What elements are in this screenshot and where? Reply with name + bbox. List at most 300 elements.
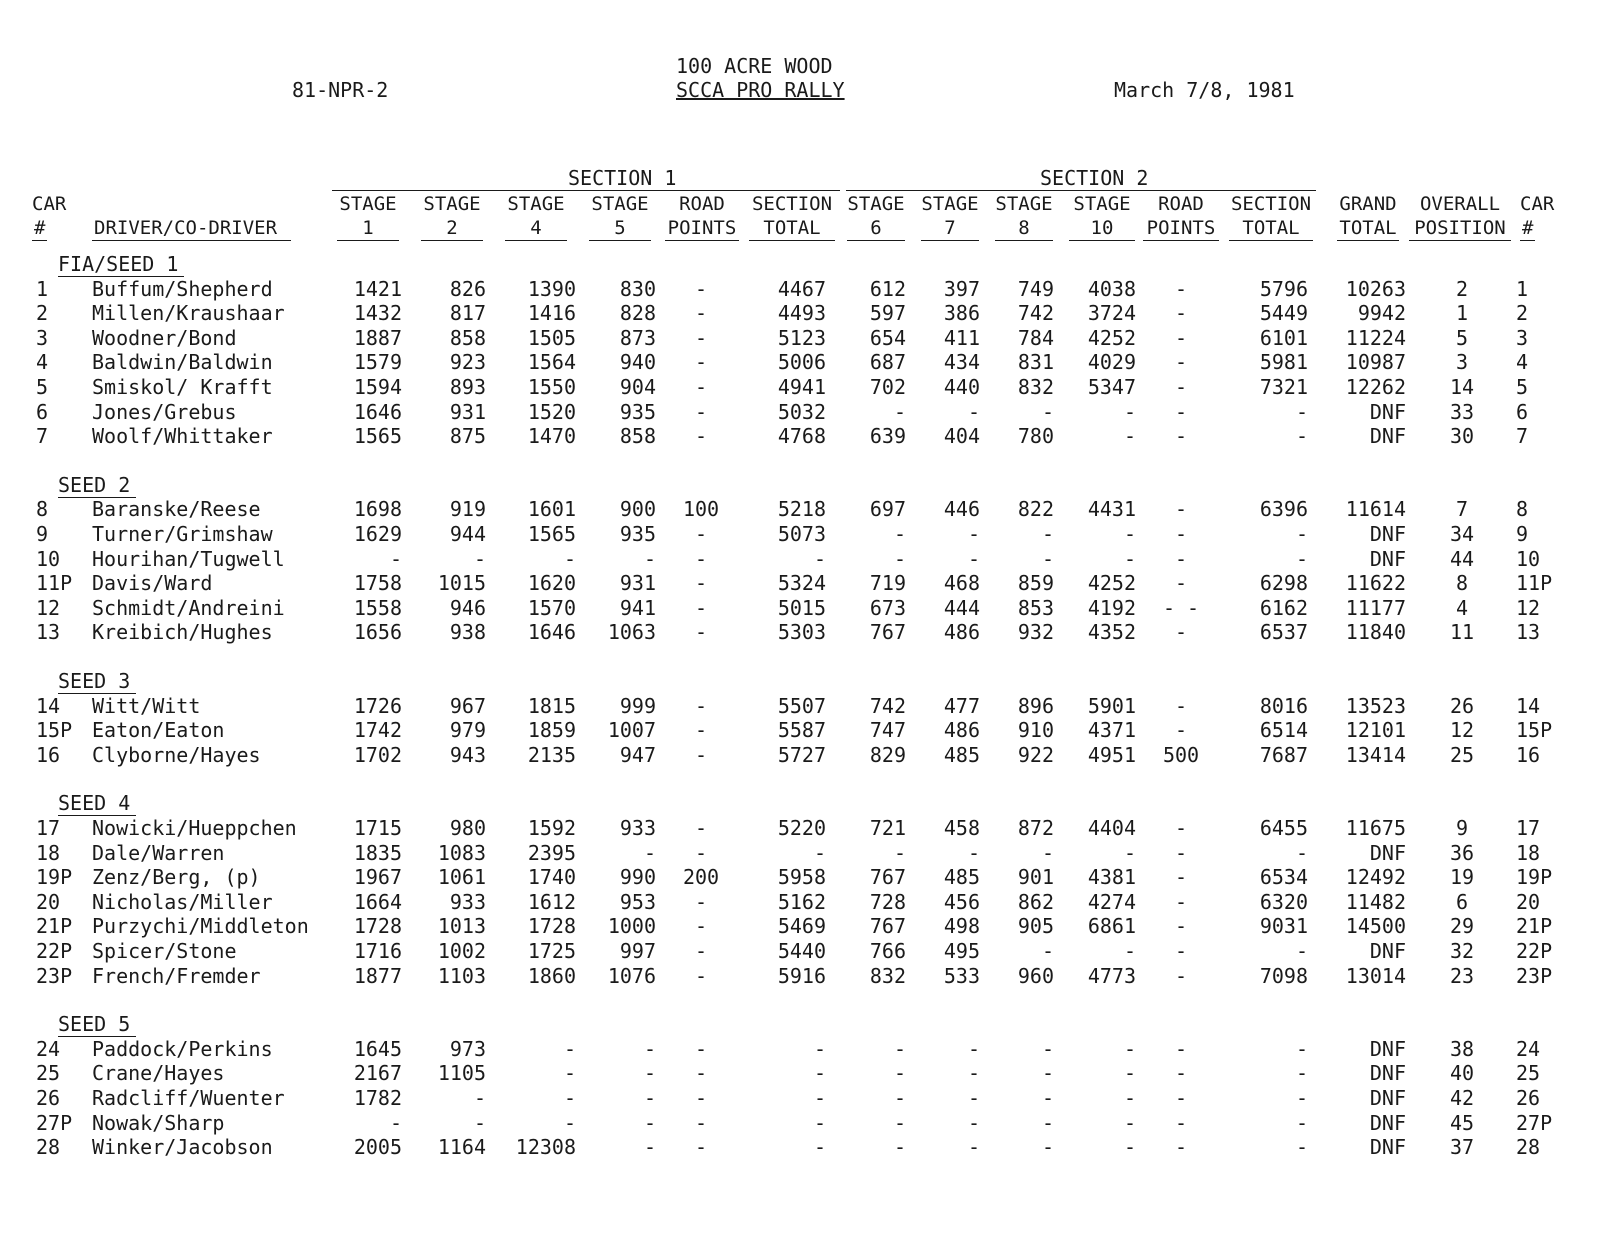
score-cell: 6162 bbox=[1259, 595, 1308, 620]
score-cell: 14 bbox=[1449, 375, 1475, 399]
score-cell: 923 bbox=[449, 350, 486, 375]
score-cell: - bbox=[694, 325, 708, 350]
score-cell: - bbox=[1174, 546, 1188, 571]
score-cell: - bbox=[1123, 424, 1136, 449]
score-cell: 7 bbox=[1455, 497, 1469, 522]
score-cell: - bbox=[1123, 1086, 1136, 1110]
score-cell: - bbox=[694, 889, 708, 914]
column-header bbox=[1228, 192, 1314, 241]
score-cell: 979 bbox=[449, 718, 486, 743]
column-header-line2: 10 bbox=[1069, 216, 1135, 241]
score-cell: 5220 bbox=[777, 816, 826, 840]
score-cell: 9031 bbox=[1259, 914, 1308, 939]
car-number: 27P bbox=[1516, 1110, 1553, 1135]
column-header bbox=[1520, 192, 1568, 241]
driver-name: Winker/Jacobson bbox=[92, 1135, 273, 1160]
section-2-rule bbox=[846, 190, 1316, 191]
score-cell: 9942 bbox=[1357, 301, 1406, 326]
score-cell: 1612 bbox=[527, 889, 576, 914]
score-cell: 1390 bbox=[527, 276, 576, 301]
score-cell: - bbox=[694, 963, 708, 988]
seed-group-label bbox=[58, 1012, 136, 1036]
score-cell: 1013 bbox=[437, 914, 486, 939]
score-cell: 1416 bbox=[527, 301, 576, 326]
score-cell: 697 bbox=[869, 497, 906, 522]
score-cell: 2167 bbox=[353, 1061, 402, 1086]
score-cell: 30 bbox=[1449, 424, 1475, 449]
score-cell: 11224 bbox=[1345, 325, 1406, 350]
car-number: 5 bbox=[36, 375, 49, 399]
score-cell: 10987 bbox=[1345, 350, 1406, 375]
score-cell: - bbox=[1174, 889, 1188, 914]
score-cell: 11622 bbox=[1345, 571, 1406, 596]
column-header bbox=[32, 192, 76, 241]
car-number: 13 bbox=[36, 620, 61, 645]
score-cell: 6514 bbox=[1259, 718, 1308, 743]
score-cell: 5507 bbox=[777, 693, 826, 718]
score-cell: 826 bbox=[449, 276, 486, 301]
score-cell: 1558 bbox=[353, 595, 402, 620]
score-cell: - bbox=[1295, 522, 1308, 546]
car-number: 2 bbox=[1516, 301, 1529, 326]
driver-name: Buffum/Shepherd bbox=[92, 276, 273, 301]
score-cell: 485 bbox=[943, 865, 980, 890]
driver-name: Witt/Witt bbox=[92, 693, 201, 718]
score-cell: 766 bbox=[869, 939, 906, 963]
score-cell: - bbox=[1174, 1110, 1188, 1135]
event-title-line2: SCCA PRO RALLY bbox=[676, 78, 845, 102]
score-cell: - bbox=[1174, 1061, 1188, 1086]
score-cell: 1698 bbox=[353, 497, 402, 522]
seed-group-label-text: SEED 2 bbox=[58, 473, 136, 498]
score-cell: 34 bbox=[1449, 522, 1475, 546]
score-cell: - bbox=[473, 1086, 486, 1110]
score-cell: - bbox=[643, 1086, 656, 1110]
score-cell: - bbox=[1295, 424, 1308, 449]
score-cell: 1002 bbox=[437, 939, 486, 963]
score-cell: - bbox=[1041, 1036, 1054, 1061]
column-header bbox=[748, 192, 836, 241]
score-cell: 7687 bbox=[1259, 742, 1308, 767]
seed-group-label-text: SEED 3 bbox=[58, 669, 136, 694]
score-cell: 832 bbox=[869, 963, 906, 988]
score-cell: 893 bbox=[449, 375, 486, 399]
score-cell: 853 bbox=[1017, 595, 1054, 620]
score-cell: - bbox=[967, 546, 980, 571]
score-cell: 1432 bbox=[353, 301, 402, 326]
score-cell: 947 bbox=[619, 742, 656, 767]
score-cell: 485 bbox=[943, 742, 980, 767]
seed-group-label bbox=[58, 791, 136, 815]
seed-group-label bbox=[58, 252, 184, 276]
score-cell: - bbox=[967, 1110, 980, 1135]
score-cell: - bbox=[694, 1110, 708, 1135]
column-header-line1: SECTION bbox=[751, 193, 833, 215]
car-number: 2 bbox=[36, 301, 49, 326]
column-header-line2: POINTS bbox=[1143, 216, 1219, 241]
score-cell: 702 bbox=[869, 375, 906, 399]
score-cell: 4941 bbox=[777, 375, 826, 399]
score-cell: - bbox=[389, 546, 402, 571]
score-cell: 446 bbox=[943, 497, 980, 522]
driver-name: Woodner/Bond bbox=[92, 325, 237, 350]
score-cell: - bbox=[1295, 1036, 1308, 1061]
score-cell: 922 bbox=[1017, 742, 1054, 767]
score-cell: 5727 bbox=[777, 742, 826, 767]
score-cell: 8 bbox=[1455, 571, 1469, 596]
score-cell: - bbox=[967, 840, 980, 865]
score-cell: - bbox=[813, 1036, 826, 1061]
score-cell: 901 bbox=[1017, 865, 1054, 890]
column-header-line2: TOTAL bbox=[1337, 216, 1399, 241]
score-cell: 742 bbox=[869, 693, 906, 718]
score-cell: - bbox=[813, 1110, 826, 1135]
score-cell: 11614 bbox=[1345, 497, 1406, 522]
score-cell: - bbox=[563, 1086, 576, 1110]
score-cell: 1015 bbox=[437, 571, 486, 596]
car-number: 20 bbox=[36, 889, 61, 914]
score-cell: 2395 bbox=[527, 840, 576, 865]
score-cell: - bbox=[813, 840, 826, 865]
driver-name: Clyborne/Hayes bbox=[92, 742, 261, 767]
driver-name: Davis/Ward bbox=[92, 571, 213, 596]
score-cell: 1725 bbox=[527, 939, 576, 963]
column-header bbox=[1142, 192, 1220, 241]
score-cell: 1859 bbox=[527, 718, 576, 743]
car-number: 19P bbox=[1516, 865, 1553, 890]
score-cell: 1601 bbox=[527, 497, 576, 522]
score-cell: 11675 bbox=[1345, 816, 1406, 840]
score-cell: 4381 bbox=[1087, 865, 1136, 890]
score-cell: 12101 bbox=[1345, 718, 1406, 743]
car-number: 4 bbox=[1516, 350, 1529, 375]
score-cell: 780 bbox=[1017, 424, 1054, 449]
seed-group-label-text: FIA/SEED 1 bbox=[58, 252, 184, 277]
score-cell: 13014 bbox=[1345, 963, 1406, 988]
score-cell: - bbox=[694, 571, 708, 596]
score-cell: - bbox=[1174, 276, 1188, 301]
score-cell: 533 bbox=[943, 963, 980, 988]
score-cell: 905 bbox=[1017, 914, 1054, 939]
score-cell: 100 bbox=[682, 497, 720, 522]
score-cell: 5901 bbox=[1087, 693, 1136, 718]
score-cell: 12308 bbox=[515, 1135, 576, 1160]
score-cell: 38 bbox=[1449, 1036, 1475, 1061]
score-cell: 5123 bbox=[777, 325, 826, 350]
score-cell: 990 bbox=[619, 865, 656, 890]
score-cell: - bbox=[694, 840, 708, 865]
score-cell: 42 bbox=[1449, 1086, 1475, 1110]
score-cell: 4038 bbox=[1087, 276, 1136, 301]
score-cell: - bbox=[1174, 914, 1188, 939]
score-cell: - bbox=[813, 546, 826, 571]
score-cell: - bbox=[967, 399, 980, 424]
score-cell: 742 bbox=[1017, 301, 1054, 326]
score-cell: - bbox=[1174, 301, 1188, 326]
score-cell: 1758 bbox=[353, 571, 402, 596]
score-cell: 44 bbox=[1449, 546, 1475, 571]
score-cell: 832 bbox=[1017, 375, 1054, 399]
score-cell: - bbox=[1041, 1086, 1054, 1110]
car-number: 26 bbox=[36, 1086, 61, 1110]
score-cell: 1505 bbox=[527, 325, 576, 350]
score-cell: - bbox=[1041, 939, 1054, 963]
score-cell: 4404 bbox=[1087, 816, 1136, 840]
score-cell: - bbox=[694, 718, 708, 743]
score-cell: 673 bbox=[869, 595, 906, 620]
driver-name: Nowak/Sharp bbox=[92, 1110, 225, 1135]
score-cell: 5006 bbox=[777, 350, 826, 375]
score-cell: 654 bbox=[869, 325, 906, 350]
score-cell: 5958 bbox=[777, 865, 826, 890]
driver-name: Eaton/Eaton bbox=[92, 718, 225, 743]
score-cell: 721 bbox=[869, 816, 906, 840]
column-header-line1: STAGE bbox=[1073, 193, 1131, 215]
seed-group-label bbox=[58, 669, 136, 693]
column-header-line1: STAGE bbox=[591, 193, 649, 215]
car-number: 25 bbox=[36, 1061, 61, 1086]
car-number: 17 bbox=[1516, 816, 1541, 840]
score-cell: 687 bbox=[869, 350, 906, 375]
score-cell: 1063 bbox=[607, 620, 656, 645]
score-cell: - bbox=[643, 840, 656, 865]
score-cell: - bbox=[1295, 546, 1308, 571]
column-header-line2: DRIVER/CO-DRIVER bbox=[92, 216, 291, 241]
score-cell: 2005 bbox=[353, 1135, 402, 1160]
column-header bbox=[1336, 192, 1400, 241]
score-cell: 4773 bbox=[1087, 963, 1136, 988]
car-number: 7 bbox=[36, 424, 49, 449]
car-number: 10 bbox=[36, 546, 61, 571]
score-cell: 896 bbox=[1017, 693, 1054, 718]
car-number: 7 bbox=[1516, 424, 1529, 449]
score-cell: 477 bbox=[943, 693, 980, 718]
score-cell: 1620 bbox=[527, 571, 576, 596]
score-cell: 4192 bbox=[1087, 595, 1136, 620]
score-cell: 967 bbox=[449, 693, 486, 718]
score-cell: - bbox=[967, 1036, 980, 1061]
score-cell: - bbox=[389, 1110, 402, 1135]
score-cell: - bbox=[563, 1110, 576, 1135]
score-cell: 1061 bbox=[437, 865, 486, 890]
car-number: 11P bbox=[36, 571, 73, 596]
score-cell: - bbox=[1041, 840, 1054, 865]
car-number: 25 bbox=[1516, 1061, 1541, 1086]
driver-name: Millen/Kraushaar bbox=[92, 301, 285, 326]
score-cell: - bbox=[694, 1061, 708, 1086]
score-cell: 1 bbox=[1455, 301, 1469, 326]
car-number: 3 bbox=[36, 325, 49, 350]
score-cell: 1421 bbox=[353, 276, 402, 301]
score-cell: 1967 bbox=[353, 865, 402, 890]
score-cell: 862 bbox=[1017, 889, 1054, 914]
score-cell: - bbox=[694, 301, 708, 326]
column-header bbox=[588, 192, 652, 241]
score-cell: 6455 bbox=[1259, 816, 1308, 840]
score-cell: 6396 bbox=[1259, 497, 1308, 522]
score-cell: - bbox=[893, 1061, 906, 1086]
score-cell: - bbox=[1174, 522, 1188, 546]
score-cell: - bbox=[694, 742, 708, 767]
car-number: 11P bbox=[1516, 571, 1553, 596]
score-cell: 997 bbox=[619, 939, 656, 963]
score-cell: - bbox=[1174, 816, 1188, 840]
score-cell: 11482 bbox=[1345, 889, 1406, 914]
score-cell: - bbox=[1041, 1135, 1054, 1160]
score-cell: - bbox=[1295, 1135, 1308, 1160]
score-cell: - bbox=[1123, 939, 1136, 963]
car-number: 14 bbox=[36, 693, 61, 718]
score-cell: 940 bbox=[619, 350, 656, 375]
score-cell: 767 bbox=[869, 620, 906, 645]
score-cell: 1103 bbox=[437, 963, 486, 988]
car-number: 8 bbox=[36, 497, 49, 522]
score-cell: 40 bbox=[1449, 1061, 1475, 1086]
driver-name: Schmidt/Andreini bbox=[92, 595, 285, 620]
score-cell: 23 bbox=[1449, 963, 1475, 988]
driver-name: Zenz/Berg, (p) bbox=[92, 865, 261, 890]
score-cell: 1470 bbox=[527, 424, 576, 449]
score-cell: - bbox=[1174, 325, 1188, 350]
column-header-line1: ROAD bbox=[679, 193, 725, 215]
score-cell: - bbox=[1174, 1086, 1188, 1110]
score-cell: - bbox=[967, 522, 980, 546]
score-cell: 6861 bbox=[1087, 914, 1136, 939]
score-cell: 4252 bbox=[1087, 571, 1136, 596]
car-number: 21P bbox=[36, 914, 73, 939]
driver-name: Smiskol/ Krafft bbox=[92, 375, 273, 399]
score-cell: 498 bbox=[943, 914, 980, 939]
driver-name: Baldwin/Baldwin bbox=[92, 350, 273, 375]
document-id: 81-NPR-2 bbox=[292, 78, 389, 102]
score-cell: - bbox=[1174, 1135, 1188, 1160]
driver-name: Woolf/Whittaker bbox=[92, 424, 273, 449]
score-cell: 973 bbox=[449, 1036, 486, 1061]
score-cell: 4467 bbox=[777, 276, 826, 301]
event-date: March 7/8, 1981 bbox=[1114, 78, 1295, 102]
score-cell: - bbox=[694, 424, 708, 449]
score-cell: 440 bbox=[943, 375, 980, 399]
score-cell: - bbox=[1123, 1135, 1136, 1160]
score-cell: - bbox=[1123, 522, 1136, 546]
score-cell: 11 bbox=[1449, 620, 1475, 645]
driver-name: Paddock/Perkins bbox=[92, 1036, 273, 1061]
score-cell: 1629 bbox=[353, 522, 402, 546]
score-cell: 1646 bbox=[353, 399, 402, 424]
score-cell: 1164 bbox=[437, 1135, 486, 1160]
car-number: 17 bbox=[36, 816, 61, 840]
score-cell: - bbox=[694, 620, 708, 645]
score-cell: 5073 bbox=[777, 522, 826, 546]
column-header-line2: POSITION bbox=[1409, 216, 1511, 241]
score-cell: 1570 bbox=[527, 595, 576, 620]
score-cell: DNF bbox=[1369, 1061, 1406, 1086]
score-cell: - bbox=[643, 1110, 656, 1135]
car-number: 21P bbox=[1516, 914, 1553, 939]
column-header-line2: 2 bbox=[421, 216, 483, 241]
score-cell: 931 bbox=[449, 399, 486, 424]
score-cell: 6298 bbox=[1259, 571, 1308, 596]
score-cell: - bbox=[893, 399, 906, 424]
score-cell: 749 bbox=[1017, 276, 1054, 301]
score-cell: 486 bbox=[943, 718, 980, 743]
score-cell: 486 bbox=[943, 620, 980, 645]
score-cell: 19 bbox=[1449, 865, 1475, 890]
car-number: 27P bbox=[36, 1110, 73, 1135]
score-cell: - bbox=[1041, 546, 1054, 571]
score-cell: - bbox=[473, 546, 486, 571]
score-cell: DNF bbox=[1369, 546, 1406, 571]
score-cell: 831 bbox=[1017, 350, 1054, 375]
car-number: 1 bbox=[36, 276, 49, 301]
score-cell: 8016 bbox=[1259, 693, 1308, 718]
score-cell: 904 bbox=[619, 375, 656, 399]
score-cell: 4274 bbox=[1087, 889, 1136, 914]
score-cell: 859 bbox=[1017, 571, 1054, 596]
score-cell: - bbox=[893, 840, 906, 865]
score-cell: - bbox=[893, 1110, 906, 1135]
car-number: 16 bbox=[1516, 742, 1541, 767]
column-header-line2: # bbox=[34, 217, 46, 239]
score-cell: 14500 bbox=[1345, 914, 1406, 939]
score-cell: 1716 bbox=[353, 939, 402, 963]
event-title-line1: 100 ACRE WOOD bbox=[676, 54, 833, 78]
section-2-label: SECTION 2 bbox=[1040, 166, 1149, 190]
score-cell: 495 bbox=[943, 939, 980, 963]
column-header-line1: GRAND bbox=[1339, 193, 1397, 215]
score-cell: 933 bbox=[619, 816, 656, 840]
score-cell: - bbox=[1174, 571, 1188, 596]
driver-name: Nowicki/Hueppchen bbox=[92, 816, 297, 840]
car-number: 22P bbox=[36, 939, 73, 963]
score-cell: 2 bbox=[1455, 276, 1469, 301]
seed-group-label bbox=[58, 473, 136, 497]
score-cell: 1742 bbox=[353, 718, 402, 743]
column-header-line1: CAR bbox=[1520, 193, 1555, 215]
score-cell: 4493 bbox=[777, 301, 826, 326]
car-number: 28 bbox=[1516, 1135, 1541, 1160]
score-cell: 5347 bbox=[1087, 375, 1136, 399]
score-cell: 858 bbox=[619, 424, 656, 449]
score-cell: 830 bbox=[619, 276, 656, 301]
score-cell: - bbox=[694, 693, 708, 718]
score-cell: - bbox=[694, 1086, 708, 1110]
driver-name: Hourihan/Tugwell bbox=[92, 546, 285, 571]
score-cell: 4371 bbox=[1087, 718, 1136, 743]
driver-name: French/Fremder bbox=[92, 963, 261, 988]
score-cell: 933 bbox=[449, 889, 486, 914]
score-cell: 938 bbox=[449, 620, 486, 645]
column-header-line2: 4 bbox=[505, 216, 567, 241]
score-cell: - bbox=[1174, 620, 1188, 645]
score-cell: - bbox=[1174, 424, 1188, 449]
score-cell: 817 bbox=[449, 301, 486, 326]
score-cell: - bbox=[1174, 693, 1188, 718]
score-cell: 875 bbox=[449, 424, 486, 449]
column-header bbox=[92, 192, 312, 241]
score-cell: 6101 bbox=[1259, 325, 1308, 350]
score-cell: 386 bbox=[943, 301, 980, 326]
score-cell: 784 bbox=[1017, 325, 1054, 350]
score-cell: 456 bbox=[943, 889, 980, 914]
car-number: 24 bbox=[36, 1036, 61, 1061]
score-cell: 719 bbox=[869, 571, 906, 596]
score-cell: - bbox=[694, 276, 708, 301]
score-cell: 5440 bbox=[777, 939, 826, 963]
column-header-line1: STAGE bbox=[847, 193, 905, 215]
driver-name: Baranske/Reese bbox=[92, 497, 261, 522]
score-cell: - bbox=[694, 350, 708, 375]
